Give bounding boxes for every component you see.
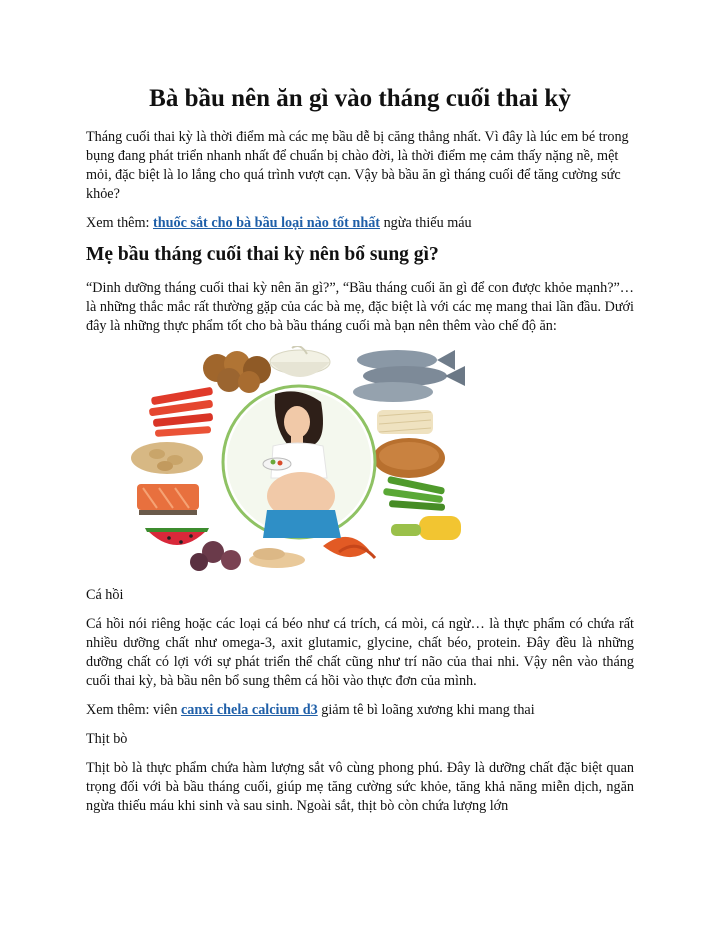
see-also-suffix: ngừa thiếu máu <box>380 215 472 231</box>
document-page <box>86 84 634 826</box>
see-also-prefix: Xem thêm: <box>86 215 153 231</box>
watermelon-image <box>145 528 209 545</box>
root-vegetable-image <box>249 548 305 568</box>
page-title: Bà bầu nên ăn gì vào tháng cuối thai kỳ <box>149 85 571 112</box>
iron-supplement-link[interactable]: thuốc sắt cho bà bầu loại nào tốt nhất <box>152 215 381 231</box>
pasta-image <box>377 410 433 434</box>
walnuts-image <box>203 351 271 393</box>
fish-image <box>353 350 465 402</box>
calcium-supplement-link[interactable]: canxi chela calcium d3 <box>180 702 318 718</box>
salmon-image <box>137 484 199 515</box>
dried-fruit-image <box>190 541 241 571</box>
lead-paragraph: “Dinh dưỡng tháng cuối thai kỳ nên ăn gì?”, “Bầu tháng cuối ăn gì để con được khỏe mạnh?”… là những thắc mắc rất thường gặp của các bà mẹ, đặc biệt là với các mẹ mang thai lần đầu. Dưới đây là những thực phẩm tốt cho bà bầu tháng cuối mà bạn nên thêm vào chế độ ăn: <box>86 280 634 334</box>
beef-label: Thịt bò <box>86 731 128 747</box>
green-beans-image <box>383 476 445 511</box>
lentils-image <box>373 438 445 478</box>
yogurt-bowl-image <box>270 346 330 377</box>
food-illustration <box>87 346 513 574</box>
corn-image <box>391 516 461 540</box>
beef-paragraph: Thịt bò là thực phẩm chứa hàm lượng sắt vô cùng phong phú. Đây là dưỡng chất đặc biệt quan trọng đối với bà bầu tháng cuối, giúp mẹ tăng cường sức khỏe, tăng khả năng miễn dịch, ngăn ngừa thiếu máu khi sinh và sau sinh. Ngoài sắt, thịt bò còn chứa lượng lớn <box>86 760 634 814</box>
shrimp-image <box>323 537 375 558</box>
salmon-paragraph: Cá hồi nói riêng hoặc các loại cá béo như cá trích, cá mòi, cá ngừ… là thực phẩm có chứa rất nhiều dưỡng chất như omega-3, axit glutamic, glycine, chất béo, protein. Đây đều là những dưỡng chất có lợi với sự phát triển thể chất cũng như trí não của thai nhi. Vậy nên vào tháng cuối thai kỳ, bà bầu nên bổ sung thêm cá hồi vào thực đơn của mình. <box>86 616 634 689</box>
see-also-prefix: Xem thêm: viên <box>86 702 181 718</box>
food-circle-image <box>87 346 513 574</box>
see-also-suffix: giảm tê bì loãng xương khi mang thai <box>317 702 535 718</box>
peanuts-image <box>131 442 203 474</box>
see-also-iron <box>86 214 634 233</box>
crab-sticks-image <box>149 387 213 437</box>
intro-paragraph: Tháng cuối thai kỳ là thời điểm mà các mẹ bầu dễ bị căng thẳng nhất. Vì đây là lúc em bé trong bụng đang phát triển nhanh nhất để chuẩn bị chào đời, là thời điểm mẹ cảm thấy nặng nề, mệt mỏi, đặc biệt là lo lắng cho quá trình vượt cạn. Vậy bà bầu ăn gì tháng cuối để tăng cường sức khỏe? <box>86 129 629 202</box>
section-heading: Mẹ bầu tháng cuối thai kỳ nên bổ sung gì? <box>86 244 439 265</box>
pregnant-woman-image <box>223 386 375 538</box>
salmon-label: Cá hồi <box>86 587 124 603</box>
see-also-calcium <box>86 701 634 720</box>
